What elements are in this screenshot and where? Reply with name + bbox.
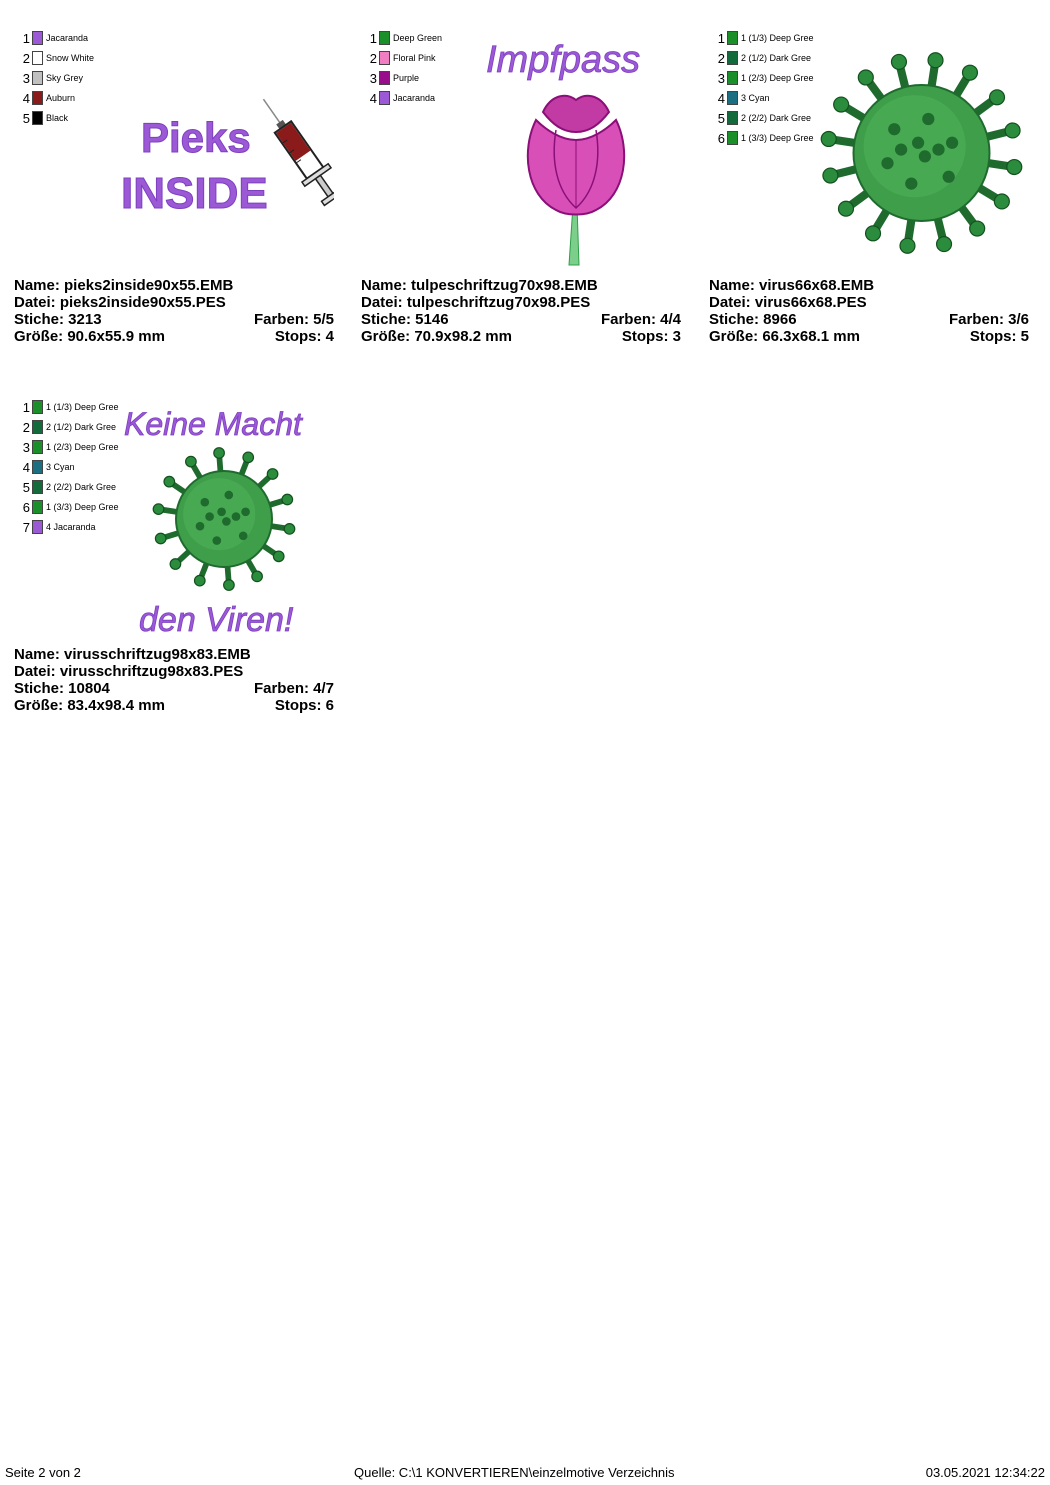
swatch-label: 4 Jacaranda [46,522,96,532]
art-text-inside: INSIDE [121,169,268,218]
swatch-number: 2 [22,50,30,66]
design-size: Größe: 66.3x68.1 mm [709,328,860,345]
swatch-label: Sky Grey [46,73,84,83]
swatch-number: 5 [22,479,30,495]
swatch-color-box [379,71,390,85]
swatch-color-box [727,51,738,65]
color-swatch-row [18,499,119,515]
swatch-color-box [32,31,43,45]
swatch-number: 2 [717,50,725,66]
swatch-label: 1 (3/3) Deep Gree [46,502,119,512]
color-swatch-row [18,50,94,66]
design-name: Name: virusschriftzug98x83.EMB [14,646,251,663]
design-file: Datei: virus66x68.PES [709,294,867,311]
swatch-label: 2 (1/2) Dark Gree [46,422,117,432]
design-colors: Farben: 4/7 [253,680,334,697]
design-preview-tulip [481,30,681,270]
design-info [14,277,334,345]
footer-source-path: Quelle: C:\1 KONVERTIEREN\einzelmotive Verzeichnis [354,1465,675,1480]
color-swatch-row [18,459,75,475]
color-swatch-row [18,90,75,106]
swatch-label: 1 (2/3) Deep Gree [741,73,814,83]
color-swatch-row [713,110,811,126]
design-card-virus [709,30,1039,360]
design-stitches: Stiche: 3213 [14,311,102,328]
swatch-number: 2 [369,50,377,66]
swatch-color-box [32,460,43,474]
swatch-label: 2 (2/2) Dark Gree [741,113,812,123]
swatch-label: Black [46,113,69,123]
swatch-color-box [727,91,738,105]
design-stops: Stops: 3 [621,328,681,345]
swatch-color-box [379,51,390,65]
swatch-color-box [32,111,43,125]
color-swatch-row [18,70,83,86]
design-info [14,646,334,714]
design-preview-pieks-inside [119,80,334,220]
art-text-impfpass: Impfpass [486,39,641,81]
tulip-icon [528,96,624,265]
swatch-number: 6 [717,130,725,146]
color-swatch-row [713,130,814,146]
swatch-number: 5 [22,110,30,126]
swatch-number: 4 [717,90,725,106]
design-stitches: Stiche: 5146 [361,311,449,328]
color-swatch-row [18,439,119,455]
swatch-label: 2 (2/2) Dark Gree [46,482,117,492]
swatch-label: Purple [393,73,420,83]
swatch-label: 1 (2/3) Deep Gree [46,442,119,452]
swatch-color-box [32,91,43,105]
swatch-number: 1 [717,30,725,46]
design-name: Name: virus66x68.EMB [709,277,875,294]
swatch-color-box [32,480,43,494]
color-swatch-row [18,30,88,46]
swatch-label: 2 (1/2) Dark Gree [741,53,812,63]
design-stops: Stops: 6 [274,697,334,714]
swatch-label: 1 (1/3) Deep Gree [741,33,814,43]
virus-icon [814,38,1029,268]
swatch-color-box [32,420,43,434]
swatch-number: 1 [369,30,377,46]
design-stops: Stops: 4 [274,328,334,345]
swatch-number: 1 [22,399,30,415]
swatch-color-box [32,71,43,85]
swatch-number: 3 [369,70,377,86]
swatch-color-box [379,91,390,105]
swatch-label: Auburn [46,93,76,103]
design-info [709,277,1029,345]
swatch-label: Jacaranda [46,33,89,43]
swatch-label: 1 (3/3) Deep Gree [741,133,814,143]
design-info [361,277,681,345]
swatch-number: 4 [22,459,30,475]
swatch-color-box [32,440,43,454]
design-name: Name: pieks2inside90x55.EMB [14,277,234,294]
design-stops: Stops: 5 [969,328,1029,345]
art-text-pieks: Pieks [141,114,251,161]
swatch-color-box [32,500,43,514]
design-stitches: Stiche: 8966 [709,311,797,328]
design-card-virusschriftzug [14,399,344,729]
swatch-color-box [32,51,43,65]
swatch-number: 3 [22,439,30,455]
color-swatch-row [18,110,68,126]
color-swatch-row [365,30,442,46]
color-swatch-row [365,50,436,66]
swatch-number: 4 [369,90,377,106]
swatch-color-box [727,71,738,85]
design-size: Größe: 90.6x55.9 mm [14,328,165,345]
design-stitches: Stiche: 10804 [14,680,110,697]
design-file: Datei: tulpeschriftzug70x98.PES [361,294,591,311]
swatch-label: Deep Green [393,33,443,43]
swatch-label: Floral Pink [393,53,436,63]
color-swatch-row [713,50,811,66]
color-swatch-row [713,90,770,106]
design-colors: Farben: 5/5 [253,311,334,328]
color-swatch-row [18,399,119,415]
swatch-number: 4 [22,90,30,106]
design-colors: Farben: 4/4 [600,311,681,328]
design-colors: Farben: 3/6 [948,311,1029,328]
swatch-label: 3 Cyan [46,462,75,472]
design-file: Datei: virusschriftzug98x83.PES [14,663,244,680]
swatch-color-box [727,131,738,145]
color-swatch-row [365,90,435,106]
color-swatch-row [18,479,116,495]
swatch-color-box [32,520,43,534]
swatch-label: Snow White [46,53,95,63]
design-file: Datei: pieks2inside90x55.PES [14,294,226,311]
swatch-color-box [32,400,43,414]
design-size: Größe: 83.4x98.4 mm [14,697,165,714]
swatch-number: 2 [22,419,30,435]
design-name: Name: tulpeschriftzug70x98.EMB [361,277,598,294]
art-text-den-viren: den Viren! [139,601,294,639]
color-swatch-row [18,519,96,535]
swatch-number: 6 [22,499,30,515]
swatch-number: 3 [717,70,725,86]
virus-icon [149,444,299,594]
swatch-number: 5 [717,110,725,126]
swatch-number: 3 [22,70,30,86]
color-swatch-row [365,70,419,86]
swatch-color-box [727,31,738,45]
color-swatch-row [18,419,116,435]
design-size: Größe: 70.9x98.2 mm [361,328,512,345]
swatch-label: 3 Cyan [741,93,770,103]
swatch-label: 1 (1/3) Deep Gree [46,402,119,412]
footer-page-number: Seite 2 von 2 [5,1465,81,1480]
color-swatch-row [713,30,814,46]
design-card-tulpe [361,30,691,360]
footer-datetime: 03.05.2021 12:34:22 [925,1465,1045,1480]
color-swatch-row [713,70,814,86]
art-text-keine-macht: Keine Macht [124,406,302,442]
design-card-pieks [14,30,344,360]
swatch-color-box [727,111,738,125]
swatch-number: 7 [22,519,30,535]
swatch-color-box [379,31,390,45]
swatch-number: 1 [22,30,30,46]
swatch-label: Jacaranda [393,93,436,103]
